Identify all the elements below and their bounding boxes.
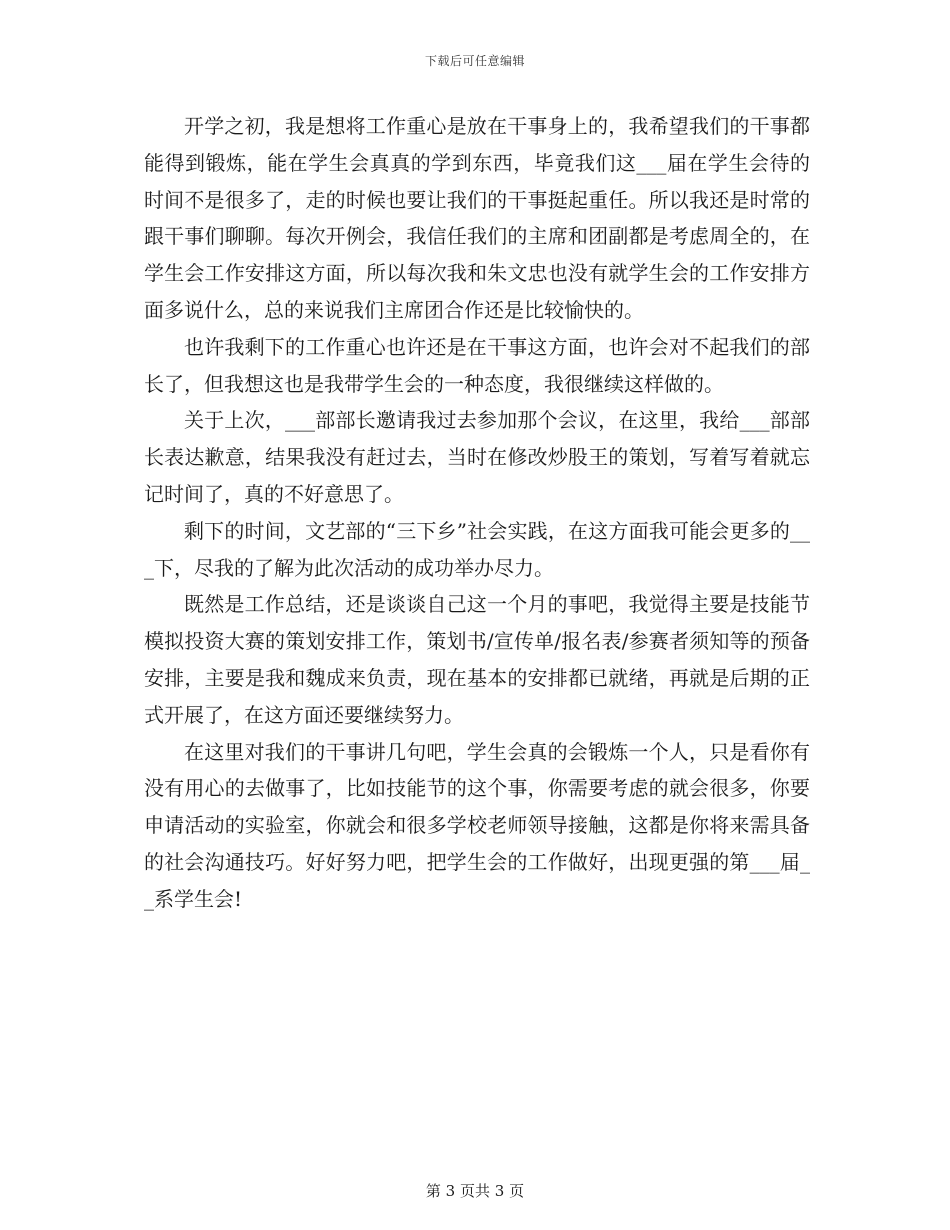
paragraph-5: 既然是工作总结，还是谈谈自己这一个月的事吧，我觉得主要是技能节模拟投资大赛的策划安排工作，策划书/宣传单/报名表/参赛者须知等的预备安排，主要是我和魏成来负责，现在基本的安排都已就绪，再就是后期的正式开展了，在这方面还要继续努力。 bbox=[144, 592, 810, 727]
paragraph-6: 在这里对我们的干事讲几句吧，学生会真的会锻炼一个人，只是看你有没有用心的去做事了，比如技能节的这个事，你需要考虑的就会很多，你要申请活动的实验室，你就会和很多学校老师领导接触，这都是你将来需具备的社会沟通技巧。好好努力吧，把学生会的工作做好，出现更强的第___届__系学生会! bbox=[144, 739, 810, 911]
paragraph-3: 关于上次，___部部长邀请我过去参加那个会议，在这里，我给___部部长表达歉意，结果我没有赶过去，当时在修改炒股王的策划，写着写着就忘记时间了，真的不好意思了。 bbox=[144, 408, 810, 506]
paragraph-2: 也许我剩下的工作重心也许还是在干事这方面，也许会对不起我们的部长了，但我想这也是我带学生会的一种态度，我很继续这样做的。 bbox=[144, 334, 810, 396]
page-footer: 第 3 页共 3 页 bbox=[425, 1182, 525, 1200]
paragraph-4: 剩下的时间，文艺部的“三下乡”社会实践，在这方面我可能会更多的___下，尽我的了解为此次活动的成功举办尽力。 bbox=[144, 518, 810, 580]
paragraph-1: 开学之初，我是想将工作重心是放在干事身上的，我希望我们的干事都能得到锻炼，能在学生会真真的学到东西，毕竟我们这___届在学生会待的时间不是很多了，走的时候也要让我们的干事挺起重任。所以我还是时常的跟干事们聊聊。每次开例会，我信任我们的主席和团副都是考虑周全的，在学生会工作安排这方面，所以每次我和朱文忠也没有就学生会的工作安排方面多说什么，总的来说我们主席团合作还是比较愉快的。 bbox=[144, 114, 810, 322]
page-header: 下载后可任意编辑 bbox=[424, 54, 525, 68]
document-body bbox=[144, 108, 810, 918]
